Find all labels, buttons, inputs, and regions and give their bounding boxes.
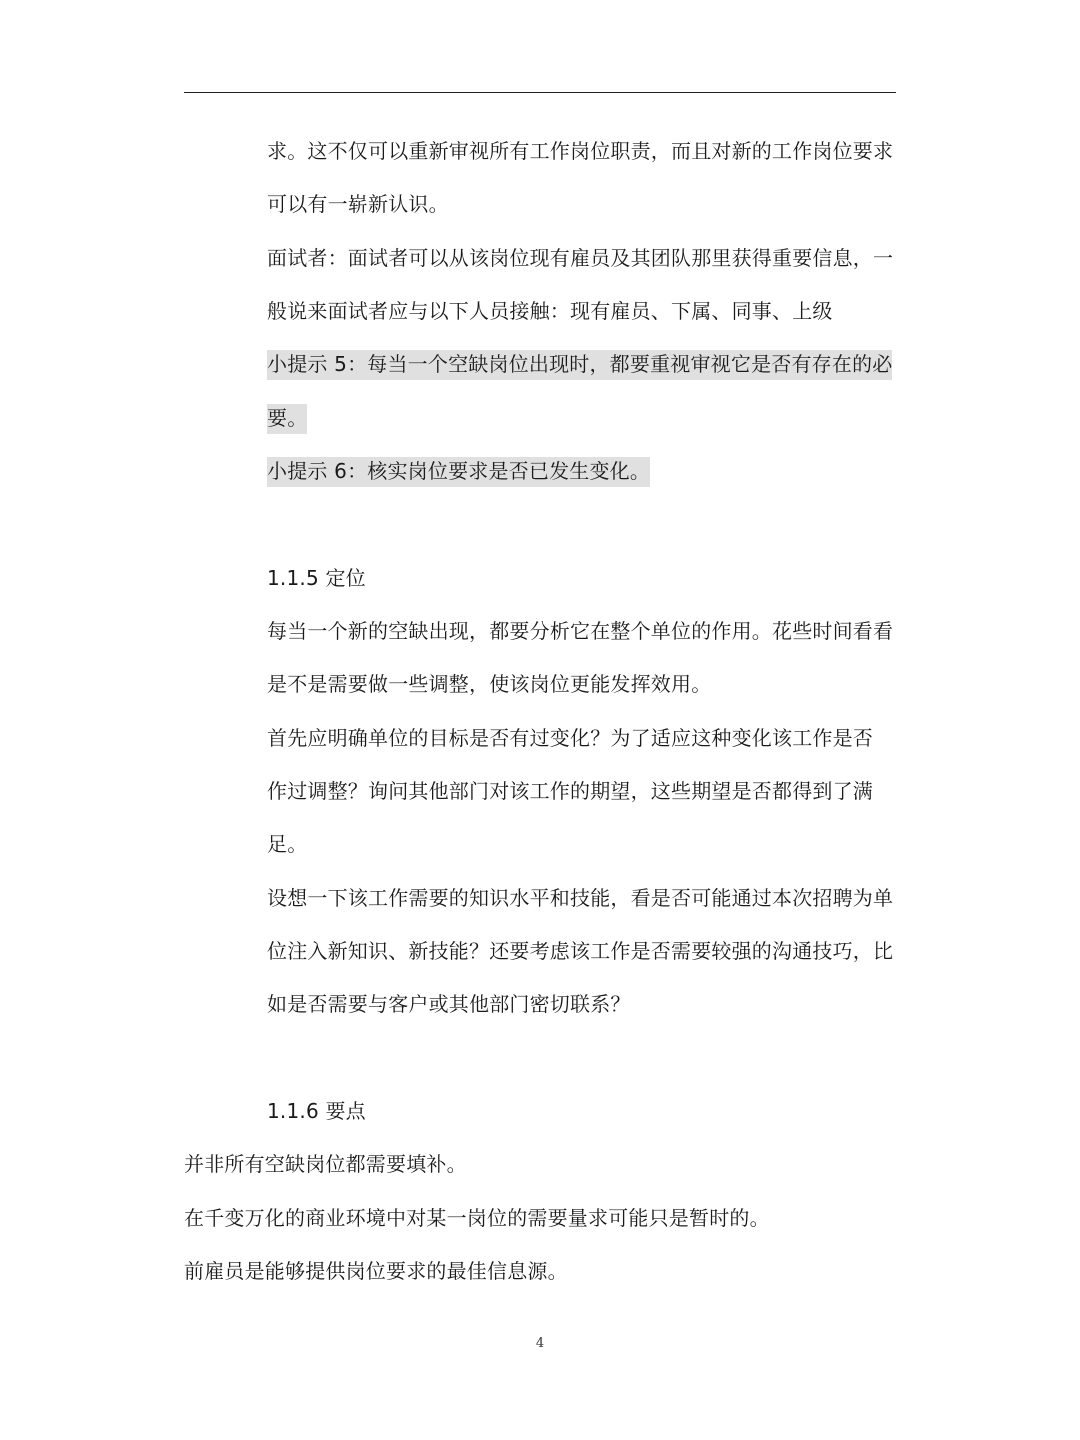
key-point	[184, 1203, 770, 1233]
line-text: 面试者：面试者可以从该岗位现有雇员及其团队那里获得重要信息，一	[267, 246, 894, 270]
line-text: 足。	[267, 832, 308, 856]
line-text: 位注入新知识、新技能？还要考虑该工作是否需要较强的沟通技巧，比	[267, 939, 894, 963]
header-rule	[184, 92, 896, 93]
paragraph-line	[267, 296, 833, 326]
section-heading	[267, 1096, 366, 1126]
paragraph-line	[267, 829, 307, 859]
line-text: 设想一下该工作需要的知识水平和技能，看是否可能通过本次招聘为单	[267, 886, 894, 910]
line-text: 作过调整？询问其他部门对该工作的期望，这些期望是否都得到了满	[267, 779, 873, 803]
paragraph-line	[267, 189, 449, 219]
paragraph-line	[267, 243, 893, 273]
line-text: 可以有一崭新认识。	[267, 192, 449, 216]
paragraph-line	[267, 616, 893, 646]
highlighted-tip: 小提示 5：每当一个空缺岗位出现时，都要重视审视它是否有存在的必	[267, 350, 892, 380]
paragraph-line	[267, 723, 873, 753]
line-text: 求。这不仅可以重新审视所有工作岗位职责，而且对新的工作岗位要求	[267, 139, 894, 163]
line-text: 每当一个新的空缺出现，都要分析它在整个单位的作用。花些时间看看	[267, 619, 894, 643]
paragraph-line	[267, 136, 893, 166]
paragraph-line	[267, 936, 893, 966]
section-heading	[267, 563, 366, 593]
paragraph-line	[267, 669, 711, 699]
line-text: 是不是需要做一些调整，使该岗位更能发挥效用。	[267, 672, 712, 696]
key-point	[184, 1256, 568, 1286]
tip-line	[267, 403, 307, 433]
line-text: 在千变万化的商业环境中对某一岗位的需要量求可能只是暂时的。	[184, 1206, 770, 1230]
line-text: 首先应明确单位的目标是否有过变化？为了适应这种变化该工作是否	[267, 726, 873, 750]
highlighted-tip: 小提示 6：核实岗位要求是否已发生变化。	[267, 457, 650, 487]
page-number: 4	[535, 1336, 545, 1351]
highlighted-tip: 要。	[267, 404, 307, 434]
line-text: 并非所有空缺岗位都需要填补。	[184, 1152, 467, 1176]
heading-text: 1.1.5 定位	[267, 566, 366, 590]
heading-text: 1.1.6 要点	[267, 1099, 366, 1123]
line-text: 前雇员是能够提供岗位要求的最佳信息源。	[184, 1259, 568, 1283]
paragraph-line	[267, 883, 893, 913]
tip-line	[267, 349, 892, 379]
paragraph-line	[267, 989, 631, 1019]
paragraph-line	[267, 776, 873, 806]
tip-line	[267, 456, 650, 486]
line-text: 般说来面试者应与以下人员接触：现有雇员、下属、同事、上级	[267, 299, 833, 323]
line-text: 如是否需要与客户或其他部门密切联系？	[267, 992, 631, 1016]
key-point	[184, 1149, 467, 1179]
